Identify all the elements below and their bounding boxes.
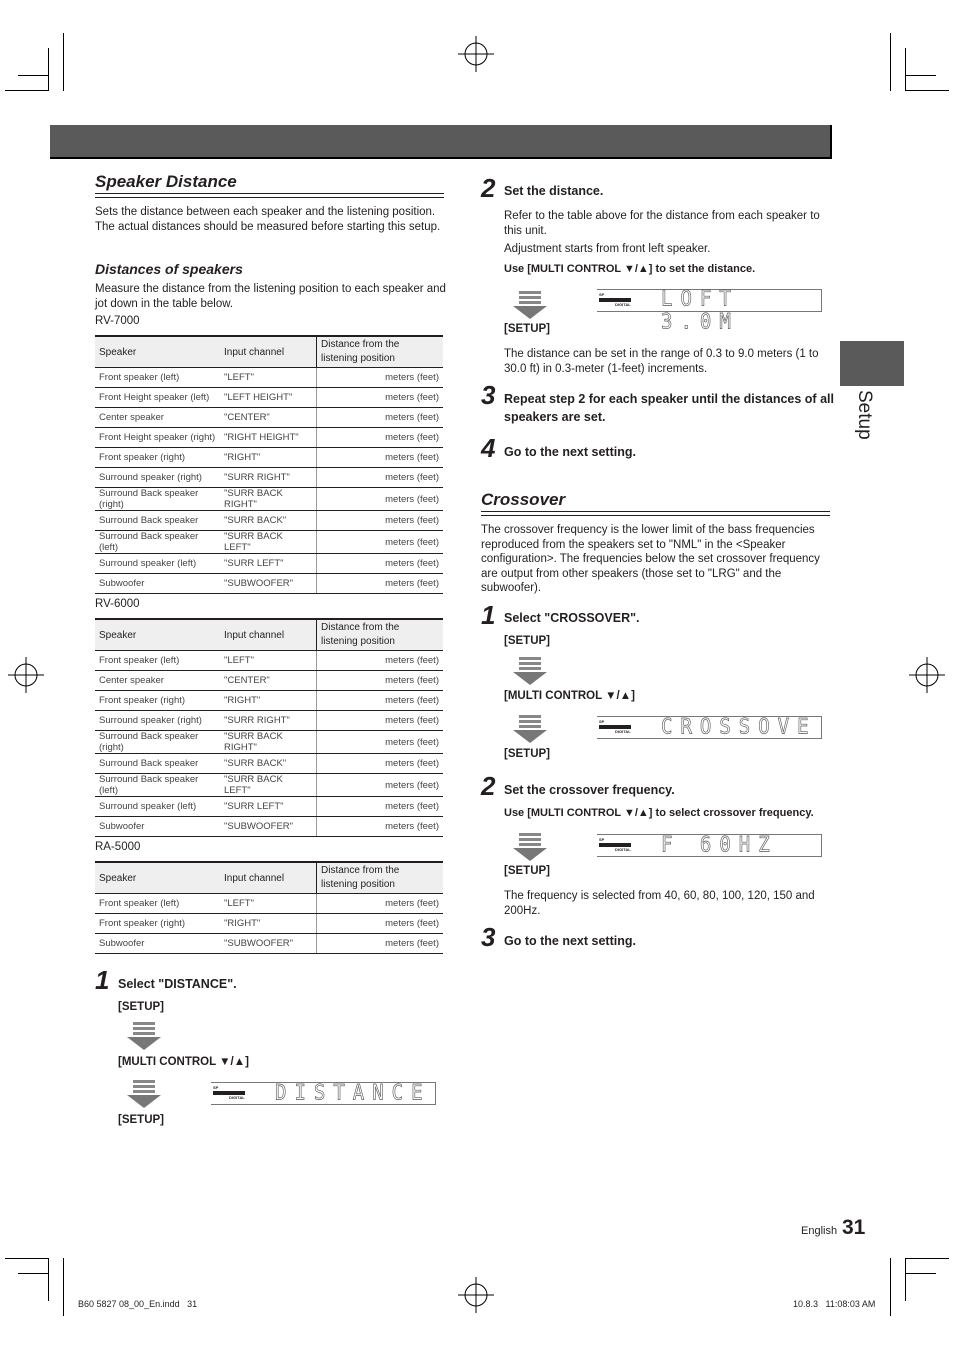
cell-distance-unit: meters (feet): [317, 574, 444, 594]
crop-mark: [890, 33, 891, 91]
distance-table-rv6000: [95, 618, 443, 837]
cell-speaker: Front speaker (left): [95, 651, 220, 671]
cell-speaker: Surround Back speaker (left): [95, 774, 220, 797]
cell-input-channel: "SURR BACK LEFT": [220, 774, 317, 797]
crop-mark: [905, 1258, 906, 1301]
crop-mark: [48, 48, 49, 91]
cell-input-channel: "SURR BACK": [220, 511, 317, 531]
step-title: Go to the next setting.: [504, 934, 636, 948]
lcd-display: [211, 1082, 436, 1105]
table-row: [95, 691, 443, 711]
cell-input-channel: "RIGHT": [220, 691, 317, 711]
cell-input-channel: "RIGHT": [220, 914, 317, 934]
arrow-down-icon: [513, 833, 547, 863]
key-label-setup: [SETUP]: [504, 635, 550, 647]
crop-mark: [18, 75, 49, 76]
cell-speaker: Surround speaker (left): [95, 797, 220, 817]
key-label-multi-control: [MULTI CONTROL ▼/▲]: [118, 1056, 249, 1068]
cell-speaker: Front speaker (right): [95, 691, 220, 711]
arrow-down-icon: [513, 715, 547, 745]
table-row: [95, 511, 443, 531]
page-number: 31: [842, 1216, 866, 1239]
cell-speaker: Surround speaker (left): [95, 554, 220, 574]
cell-input-channel: "SURR BACK RIGHT": [220, 488, 317, 511]
section-title-crossover: Crossover: [481, 490, 566, 509]
step-text: The frequency is selected from 40, 60, 80, 100, 120, 150 and 200Hz.: [504, 890, 815, 917]
cell-input-channel: "SURR RIGHT": [220, 468, 317, 488]
table-header-row: [95, 619, 443, 651]
cell-speaker: Front Height speaker (left): [95, 388, 220, 408]
crop-mark: [48, 1258, 49, 1301]
distance-table-ra5000: [95, 861, 443, 954]
table-row: [95, 488, 443, 511]
key-label-multi-control: [MULTI CONTROL ▼/▲]: [504, 690, 635, 702]
cell-input-channel: "SURR RIGHT": [220, 711, 317, 731]
cell-input-channel: "CENTER": [220, 408, 317, 428]
table-row: [95, 408, 443, 428]
cell-distance-unit: meters (feet): [317, 511, 444, 531]
table-row: [95, 428, 443, 448]
table-row: [95, 934, 443, 954]
step-number: 3: [481, 922, 496, 952]
cell-speaker: Front speaker (right): [95, 448, 220, 468]
key-label-setup: [SETUP]: [504, 748, 550, 760]
step-number: 3: [481, 380, 496, 410]
step-title: Select "DISTANCE".: [118, 977, 237, 991]
table-row: [95, 894, 443, 914]
table-row: [95, 554, 443, 574]
step-title: Select "CROSSOVER".: [504, 611, 640, 625]
header-input-channel: Input channel: [220, 619, 317, 651]
crop-mark: [5, 90, 49, 91]
step-title: Go to the next setting.: [504, 445, 636, 459]
lcd-badge: SP DIGITAL: [599, 292, 631, 307]
slug-left: B60 5827 08_00_En.indd 31: [78, 1299, 198, 1309]
cell-input-channel: "SUBWOOFER": [220, 574, 317, 594]
table-row: [95, 574, 443, 594]
side-tab-label: Setup: [854, 390, 875, 440]
step-title: Set the crossover frequency.: [504, 783, 675, 797]
intro-text: Sets the distance between each speaker and the listening position. The actual distances should be measured before starting this setup.: [95, 206, 441, 233]
header-input-channel: Input channel: [220, 336, 317, 368]
cell-distance-unit: meters (feet): [317, 468, 444, 488]
cell-input-channel: "RIGHT HEIGHT": [220, 428, 317, 448]
table-header-row: [95, 862, 443, 894]
table-row: [95, 388, 443, 408]
cell-input-channel: "LEFT HEIGHT": [220, 388, 317, 408]
crop-mark: [18, 1273, 49, 1274]
table-row: [95, 731, 443, 754]
table-row: [95, 448, 443, 468]
cell-input-channel: "LEFT": [220, 368, 317, 388]
cell-speaker: Front speaker (left): [95, 368, 220, 388]
cell-input-channel: "SUBWOOFER": [220, 934, 317, 954]
crop-mark: [905, 75, 936, 76]
cell-distance-unit: meters (feet): [317, 754, 444, 774]
registration-mark-icon: [8, 657, 44, 693]
step-text: Adjustment starts from front left speaker.: [504, 243, 711, 255]
lcd-text: LOFT 3.0M: [661, 286, 739, 335]
step-number: 1: [95, 965, 110, 995]
cell-distance-unit: meters (feet): [317, 797, 444, 817]
cell-distance-unit: meters (feet): [317, 671, 444, 691]
lcd-display: [597, 286, 822, 335]
crop-mark: [5, 1258, 49, 1259]
cell-distance-unit: meters (feet): [317, 488, 444, 511]
cell-distance-unit: meters (feet): [317, 651, 444, 671]
cell-speaker: Surround Back speaker (right): [95, 731, 220, 754]
title-underline: [481, 511, 830, 516]
lcd-text: F 60HZ: [661, 832, 778, 858]
table-row: [95, 531, 443, 554]
step-number: 1: [481, 600, 496, 630]
side-tab: [840, 341, 904, 386]
title-underline: [95, 193, 444, 198]
cell-distance-unit: meters (feet): [317, 554, 444, 574]
cell-distance-unit: meters (feet): [317, 817, 444, 837]
cell-distance-unit: meters (feet): [317, 428, 444, 448]
distances-text: Measure the distance from the listening position to each speaker and jot down in the table below.: [95, 283, 446, 310]
step-number: 2: [481, 173, 496, 203]
step-text: The distance can be set in the range of 0.3 to 9.0 meters (1 to 30.0 ft) in 0.3-meter (1-feet) increments.: [504, 348, 819, 375]
cell-speaker: Front Height speaker (right): [95, 428, 220, 448]
header-speaker: Speaker: [95, 336, 220, 368]
table-row: [95, 711, 443, 731]
step-instruction: Use [MULTI CONTROL ▼/▲] to set the distance.: [504, 263, 756, 275]
section-title-speaker-distance: Speaker Distance: [95, 172, 237, 191]
header-speaker: Speaker: [95, 862, 220, 894]
header-distance: Distance from the listening position: [317, 619, 444, 651]
registration-mark-icon: [909, 657, 945, 693]
footer-language: English: [801, 1225, 838, 1237]
registration-mark-icon: [458, 36, 494, 72]
lcd-badge: SP DIGITAL: [599, 719, 631, 734]
table-row: [95, 651, 443, 671]
cell-speaker: Surround Back speaker (right): [95, 488, 220, 511]
cell-speaker: Surround speaker (right): [95, 711, 220, 731]
subsection-title: Distances of speakers: [95, 261, 243, 277]
cell-distance-unit: meters (feet): [317, 368, 444, 388]
cell-speaker: Subwoofer: [95, 817, 220, 837]
header-distance: Distance from the listening position: [317, 862, 444, 894]
arrow-down-icon: [513, 291, 547, 321]
table-row: [95, 468, 443, 488]
cell-speaker: Surround Back speaker: [95, 754, 220, 774]
crop-mark: [905, 48, 906, 91]
cell-input-channel: "SURR BACK RIGHT": [220, 731, 317, 754]
cell-distance-unit: meters (feet): [317, 934, 444, 954]
cell-speaker: Center speaker: [95, 671, 220, 691]
cell-input-channel: "SURR LEFT": [220, 797, 317, 817]
step-number: 2: [481, 771, 496, 801]
distance-table-rv7000: [95, 335, 443, 594]
lcd-text: DISTANCE: [275, 1080, 431, 1106]
cell-input-channel: "LEFT": [220, 894, 317, 914]
cell-speaker: Front speaker (left): [95, 894, 220, 914]
crop-mark: [905, 1258, 949, 1259]
cell-speaker: Subwoofer: [95, 574, 220, 594]
table-row: [95, 817, 443, 837]
crop-mark: [890, 1258, 891, 1316]
table-row: [95, 797, 443, 817]
cell-distance-unit: meters (feet): [317, 531, 444, 554]
header-speaker: Speaker: [95, 619, 220, 651]
crop-mark: [63, 1258, 64, 1316]
cell-distance-unit: meters (feet): [317, 408, 444, 428]
cell-speaker: Front speaker (right): [95, 914, 220, 934]
key-label-setup: [SETUP]: [118, 1001, 164, 1013]
lcd-text: CROSSOVE: [661, 714, 817, 740]
cell-distance-unit: meters (feet): [317, 691, 444, 711]
table-row: [95, 671, 443, 691]
arrow-down-icon: [127, 1022, 161, 1052]
cell-distance-unit: meters (feet): [317, 388, 444, 408]
cell-distance-unit: meters (feet): [317, 894, 444, 914]
table-row: [95, 914, 443, 934]
cell-input-channel: "SURR LEFT": [220, 554, 317, 574]
table-row: [95, 774, 443, 797]
cell-speaker: Surround speaker (right): [95, 468, 220, 488]
cell-distance-unit: meters (feet): [317, 774, 444, 797]
lcd-display: [597, 834, 822, 857]
lcd-badge: SP DIGITAL: [213, 1085, 245, 1100]
table-row: [95, 754, 443, 774]
cell-input-channel: "SURR BACK": [220, 754, 317, 774]
cell-input-channel: "CENTER": [220, 671, 317, 691]
model-label: RA-5000: [95, 841, 141, 853]
cell-input-channel: "SUBWOOFER": [220, 817, 317, 837]
cell-speaker: Subwoofer: [95, 934, 220, 954]
step-text: Refer to the table above for the distance from each speaker to this unit.: [504, 210, 820, 237]
model-label: RV-6000: [95, 598, 140, 610]
cell-speaker: Surround Back speaker: [95, 511, 220, 531]
cell-distance-unit: meters (feet): [317, 731, 444, 754]
crop-mark: [63, 33, 64, 91]
cell-input-channel: "SURR BACK LEFT": [220, 531, 317, 554]
key-label-setup: [SETUP]: [504, 865, 550, 877]
key-label-setup: [SETUP]: [504, 323, 550, 335]
step-instruction: Use [MULTI CONTROL ▼/▲] to select crossover frequency.: [504, 807, 814, 819]
header-distance: Distance from the listening position: [317, 336, 444, 368]
crop-mark: [905, 1273, 936, 1274]
cell-input-channel: "LEFT": [220, 651, 317, 671]
slug-right: 10.8.3 11:08:03 AM: [793, 1299, 876, 1309]
cell-distance-unit: meters (feet): [317, 448, 444, 468]
cell-distance-unit: meters (feet): [317, 914, 444, 934]
key-label-setup: [SETUP]: [118, 1114, 164, 1126]
cell-input-channel: "RIGHT": [220, 448, 317, 468]
arrow-down-icon: [513, 657, 547, 687]
header-bar: [50, 125, 832, 159]
step-number: 4: [481, 433, 496, 463]
table-row: [95, 368, 443, 388]
step-title: Set the distance.: [504, 184, 604, 198]
table-header-row: [95, 336, 443, 368]
step-title: Repeat step 2 for each speaker until the distances of all speakers are set.: [504, 392, 834, 424]
lcd-badge: SP DIGITAL: [599, 837, 631, 852]
cell-distance-unit: meters (feet): [317, 711, 444, 731]
cell-speaker: Surround Back speaker (left): [95, 531, 220, 554]
lcd-display: [597, 716, 822, 739]
crop-mark: [905, 90, 949, 91]
registration-mark-icon: [458, 1277, 494, 1313]
crossover-intro: The crossover frequency is the lower limit of the bass frequencies reproduced from the speakers set to "NML" in the <Speaker configuration>. The frequencies below the set crossover frequency are output from other speakers (those set to "LRG" and the subwoofer).: [481, 524, 820, 595]
arrow-down-icon: [127, 1080, 161, 1110]
header-input-channel: Input channel: [220, 862, 317, 894]
cell-speaker: Center speaker: [95, 408, 220, 428]
model-label: RV-7000: [95, 315, 140, 327]
